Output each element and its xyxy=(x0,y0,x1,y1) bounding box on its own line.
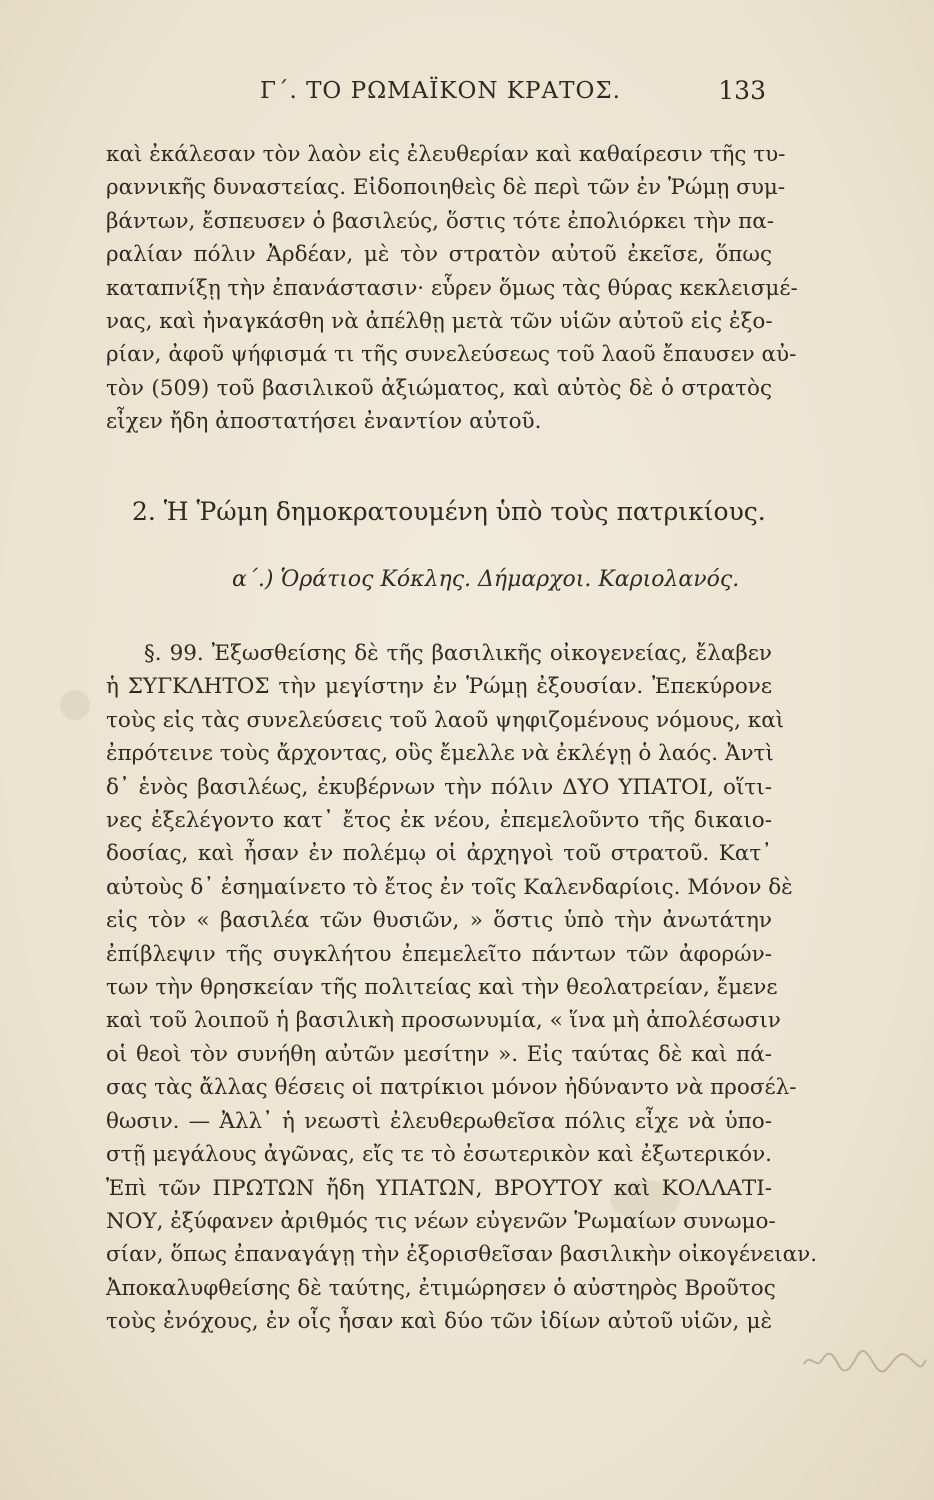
text-line: ἐπίβλεψιν τῆς συγκλήτου ἐπεμελεῖτο πάντων τῶν ἀφορών- xyxy=(106,941,772,967)
text-line: εἰς τὸν « βασιλέα τῶν θυσιῶν, » ὅστις ὑπὸ τὴν ἀνωτάτην xyxy=(106,908,772,934)
text-line: νας, καὶ ἠναγκάσθη νὰ ἀπέλθῃ μετὰ τῶν υἱῶν αὐτοῦ εἰς ἐξο- xyxy=(106,309,773,335)
text-line: των τὴν θρησκείαν τῆς πολιτείας καὶ τὴν θεολατρείαν, ἔμενε xyxy=(106,975,778,1001)
text-line: τοὺς εἰς τὰς συνελεύσεις τοῦ λαοῦ ψηφιζομένους νόμους, καὶ xyxy=(106,707,785,733)
running-head xyxy=(110,72,770,112)
top-paragraph xyxy=(106,138,798,439)
text-line: εἶχεν ἤδη ἀποστατήσει ἐναντίον αὐτοῦ. xyxy=(106,409,542,435)
text-line: ἐπρότεινε τοὺς ἄρχοντας, οὓς ἔμελλε νὰ ἐκλέγῃ ὁ λαός. Ἀντὶ xyxy=(106,741,774,767)
text-line: ἡ ΣΥΓΚΛΗΤΟΣ τὴν μεγίστην ἐν Ῥώμῃ ἐξουσίαν. Ἐπεκύρονε xyxy=(106,674,772,700)
text-line: καὶ ἐκάλεσαν τὸν λαὸν εἰς ἐλευθερίαν καὶ καθαίρεσιν τῆς τυ- xyxy=(106,142,786,167)
text-line: Ἐπὶ τῶν ΠΡΩΤΩΝ ἤδη ΥΠΑΤΩΝ, ΒΡΟΥΤΟΥ καὶ ΚΟΛΛΑΤΙ- xyxy=(106,1175,772,1201)
paper-stain xyxy=(60,690,90,720)
text-line: τὸν (509) τοῦ βασιλικοῦ ἀξιώματος, καὶ αὐτὸς δὲ ὁ στρατὸς xyxy=(106,375,772,401)
text-line: ραλίαν πόλιν Ἀρδέαν, μὲ τὸν στρατὸν αὐτοῦ ἐκεῖσε, ὅπως xyxy=(106,242,772,268)
text-line: στῇ μεγάλους ἀγῶνας, εἴς τε τὸ ἐσωτερικὸν καὶ ἐξωτερικόν. xyxy=(106,1142,772,1168)
page-number: 133 xyxy=(718,76,766,105)
text-line: Ἀποκαλυφθείσης δὲ ταύτης, ἐτιμώρησεν ὁ αὐστηρὸς Βροῦτος xyxy=(106,1275,776,1301)
text-line: βάντων, ἔσπευσεν ὁ βασιλεύς, ὅστις τότε ἐπολιόρκει τὴν πα- xyxy=(106,208,775,234)
main-paragraph xyxy=(106,637,818,1339)
text-line: ΝΟΥ, ἐξύφανεν ἀριθμός τις νέων εὐγενῶν Ῥωμαίων συνωμο- xyxy=(106,1208,776,1234)
text-line: τοὺς ἐνόχους, ἐν οἷς ἦσαν καὶ δύο τῶν ἰδίων αὐτοῦ υἱῶν, μὲ xyxy=(106,1309,772,1335)
text-line: καὶ τοῦ λοιποῦ ἡ βασιλικὴ προσωνυμία, « ἵνα μὴ ἀπολέσωσιν xyxy=(106,1008,781,1034)
text-line: ρίαν, ἀφοῦ ψήφισμά τι τῆς συνελεύσεως τοῦ λαοῦ ἔπαυσεν αὐ- xyxy=(106,342,797,368)
text-line: αὐτοὺς δ᾽ ἐσημαίνετο τὸ ἔτος ἐν τοῖς Καλενδαρίοις. Μόνον δὲ xyxy=(106,874,793,900)
handwritten-marginalia xyxy=(800,1340,930,1380)
text-line: καταπνίξῃ τὴν ἐπανάστασιν· εὗρεν ὅμως τὰς θύρας κεκλεισμέ- xyxy=(106,275,798,301)
text-line: σας τὰς ἄλλας θέσεις οἱ πατρίκιοι μόνον ἠδύναντο νὰ προσέλ- xyxy=(106,1075,797,1101)
text-line: δ᾽ ἑνὸς βασιλέως, ἐκυβέρνων τὴν πόλιν ΔΥΟ ΥΠΑΤΟΙ, οἵτι- xyxy=(106,774,772,800)
section-subheading: α΄.) Ὁράτιος Κόκλης. Δήμαρχοι. Καριολανός. xyxy=(232,567,740,592)
text-line: οἱ θεοὶ τὸν συνήθη αὐτῶν μεσίτην ». Εἰς ταύτας δὲ καὶ πά- xyxy=(106,1041,772,1067)
text-line: ραννικῆς δυναστείας. Εἰδοποιηθεὶς δὲ περὶ τῶν ἐν Ῥώμῃ συμ- xyxy=(106,175,786,201)
text-line: θωσιν. — Ἀλλ᾽ ἡ νεωστὶ ἐλευθερωθεῖσα πόλις εἶχε νὰ ὑπο- xyxy=(106,1108,772,1134)
text-line: νες ἐξελέγοντο κατ᾽ ἔτος ἐκ νέου, ἐπεμελοῦντο τῆς δικαιο- xyxy=(106,808,772,834)
section-heading: 2. Ἡ Ῥώμη δημοκρατουμένη ὑπὸ τοὺς πατρικίους. xyxy=(132,497,766,526)
text-line: σίαν, ὅπως ἐπαναγάγῃ τὴν ἐξορισθεῖσαν βασιλικὴν οἰκογένειαν. xyxy=(106,1242,818,1268)
text-line: §. 99. Ἐξωσθείσης δὲ τῆς βασιλικῆς οἰκογενείας, ἔλαβεν xyxy=(144,641,772,666)
chapter-title: Γ΄. ΤΟ ΡΩΜΑΪΚΟΝ ΚΡΑΤΟΣ. xyxy=(260,78,621,104)
text-line: δοσίας, καὶ ἦσαν ἐν πολέμῳ οἱ ἀρχηγοὶ τοῦ στρατοῦ. Κατ᾽ xyxy=(106,841,772,867)
